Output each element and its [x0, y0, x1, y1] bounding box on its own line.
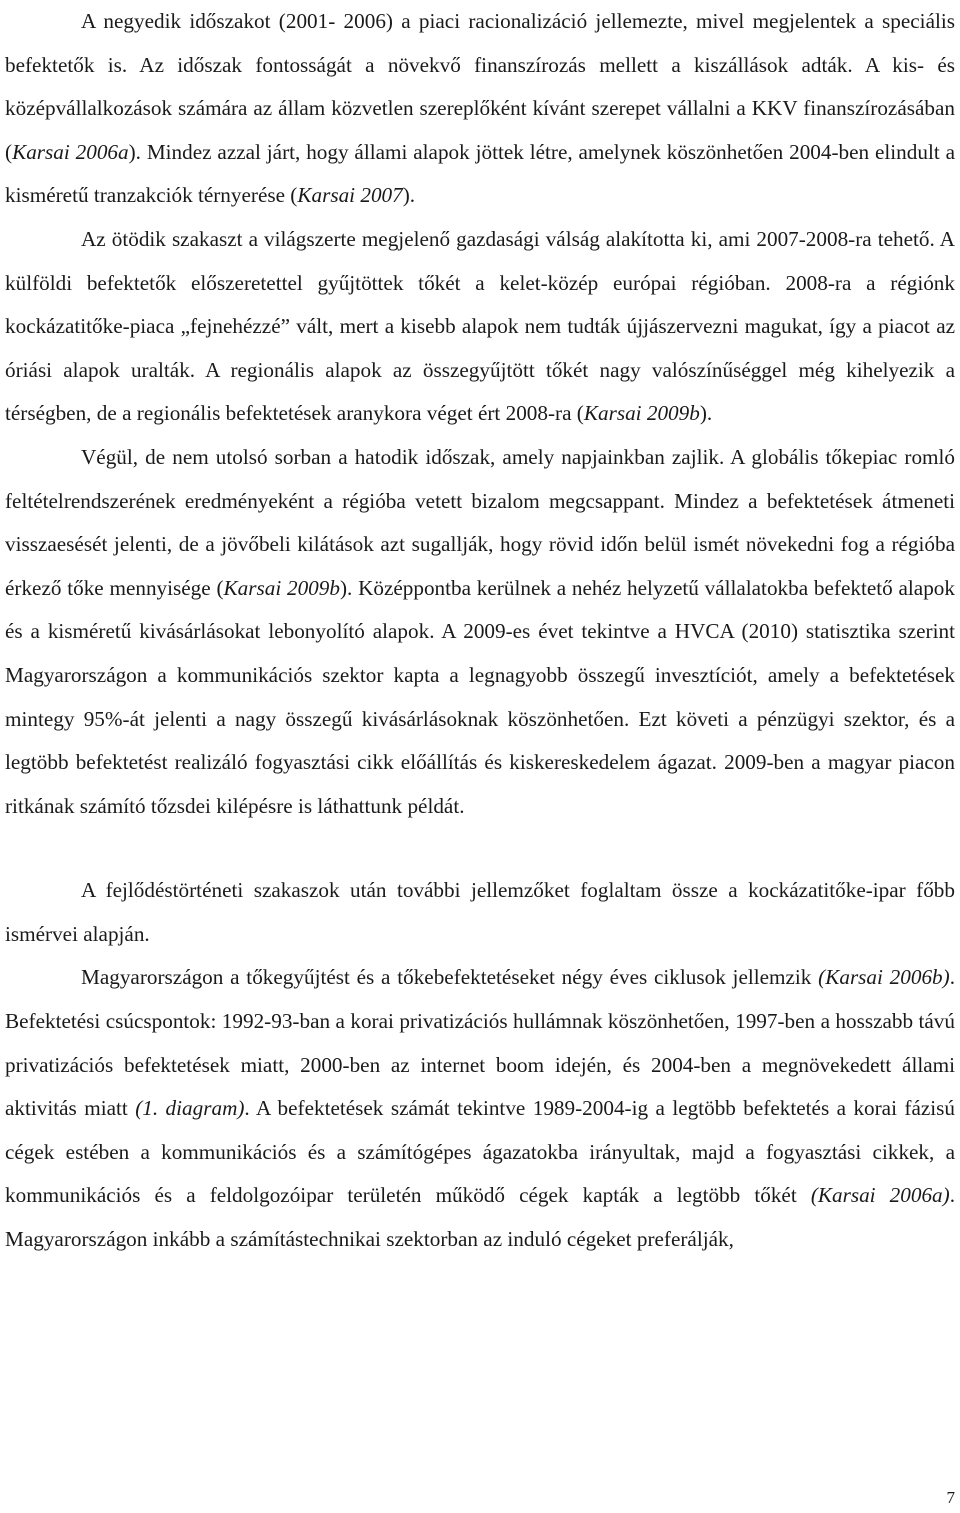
paragraph-text: Végül, de nem utolsó sorban a hatodik időszak, amely napjainkban zajlik. A globális tőkepiac romló feltételrendszerének eredményeként a régióba vetett bizalom megcsappant. Mindez a befektetések átmeneti visszaesését jelenti, de a jövőbeli kilátások azt sugallják, hogy rövid időn belül ismét növekedni fog a régióba érkező tőke mennyisége ( [5, 444, 955, 600]
page-number: 7 [946, 1488, 955, 1507]
paragraph-text: ). [402, 183, 416, 208]
paragraph-text: . Magyarországon inkább a számítástechnikai szektorban az induló cégeket preferálják, [5, 1183, 955, 1252]
citation-text: Karsai 2009b [223, 575, 340, 600]
paragraph-text: ). Mindez azzal járt, hogy állami alapok jöttek létre, amelynek köszönhetően 2004-ben elindult a kisméretű tranzakciók térnyerése ( [5, 139, 956, 208]
paragraph-text: Magyarországon a tőkegyűjtést és a tőkebefektetéseket négy éves ciklusok jellemzik [81, 965, 819, 990]
paragraph [5, 436, 955, 828]
citation-text: Karsai 2006a [12, 139, 129, 164]
paragraph-text: A fejlődéstörténeti szakaszok után további jellemzőket foglaltam össze a kockázatitőke-ipar főbb ismérvei alapján. [5, 878, 955, 946]
citation-text: Karsai 2009b [583, 401, 700, 426]
citation-text: (Karsai 2006a) [810, 1183, 950, 1208]
paragraph [5, 869, 955, 956]
document-body [5, 0, 955, 1262]
paragraph-text: ). [699, 401, 713, 426]
citation-text: (1. diagram) [135, 1096, 245, 1121]
paragraph-text: Az ötödik szakaszt a világszerte megjelenő gazdasági válság alakította ki, ami 2007-2008-ra tehető. A külföldi befektetők előszeretettel gyűjtöttek tőkét a kelet-közép európai régióban. 2008-ra a régiónk kockázatitőke-piaca „fejnehézzé” vált, mert a kisebb alapok nem tudták újjászervezni magukat, így a piacot az óriási alapok uralták. A regionális alapok az összegyűjtött tőkét nagy valószínűséggel még kihelyezik a térségben, de a regionális befektetések aranykora véget ért 2008-ra ( [5, 226, 955, 426]
paragraph [5, 218, 955, 436]
citation-text: (Karsai 2006b) [818, 965, 950, 990]
paragraph [5, 0, 955, 218]
paragraph-text: . Befektetési csúcspontok: 1992-93-ban a korai privatizációs hullámnak köszönhetően, 1997-ben a hosszabb távú privatizációs befektetések miatt, 2000-ben az internet boom idején, és 2004-ben a megnövekedett állami aktivitás miatt [5, 965, 955, 1121]
paragraph-text: ). Középpontba kerülnek a nehéz helyzetű vállalatokba befektető alapok és a kisméretű kivásárlásokat lebonyolító alapok. A 2009-es évet tekintve a HVCA (2010) statisztika szerint Magyarországon a kommunikációs szektor kapta a legnagyobb összegű invesztíciót, amely a befektetések mintegy 95%-át jelenti a nagy összegű kivásárlásoknak köszönhetően. Ezt követi a pénzügyi szektor, és a legtöbb befektetést realizáló fogyasztási cikk előállítás és kiskereskedelem ágazat. 2009-ben a magyar piacon ritkának számító tőzsdei kilépésre is láthattunk példát. [5, 575, 955, 818]
document-page [5, 0, 955, 1262]
paragraph-text: A negyedik időszakot (2001- 2006) a piaci racionalizáció jellemezte, mivel megjelentek a speciális befektetők is. Az időszak fontosságát a növekvő finanszírozás mellett a kiszállások adták. A kis- és középvállalkozások számára az állam közvetlen szereplőként kívánt szerepet vállalni a KKV finanszírozásában ( [5, 9, 955, 164]
paragraph [5, 956, 955, 1261]
paragraph-text: . A befektetések számát tekintve 1989-2004-ig a legtöbb befektetés a korai fázisú cégek estében a kommunikációs és a számítógépes ágazatokba irányultak, majd a fogyasztási cikkek, a kommunikációs és a feldolgozóipar területén működő cégek kapták a legtöbb tőkét [5, 1096, 955, 1208]
citation-text: Karsai 2007 [297, 183, 403, 208]
